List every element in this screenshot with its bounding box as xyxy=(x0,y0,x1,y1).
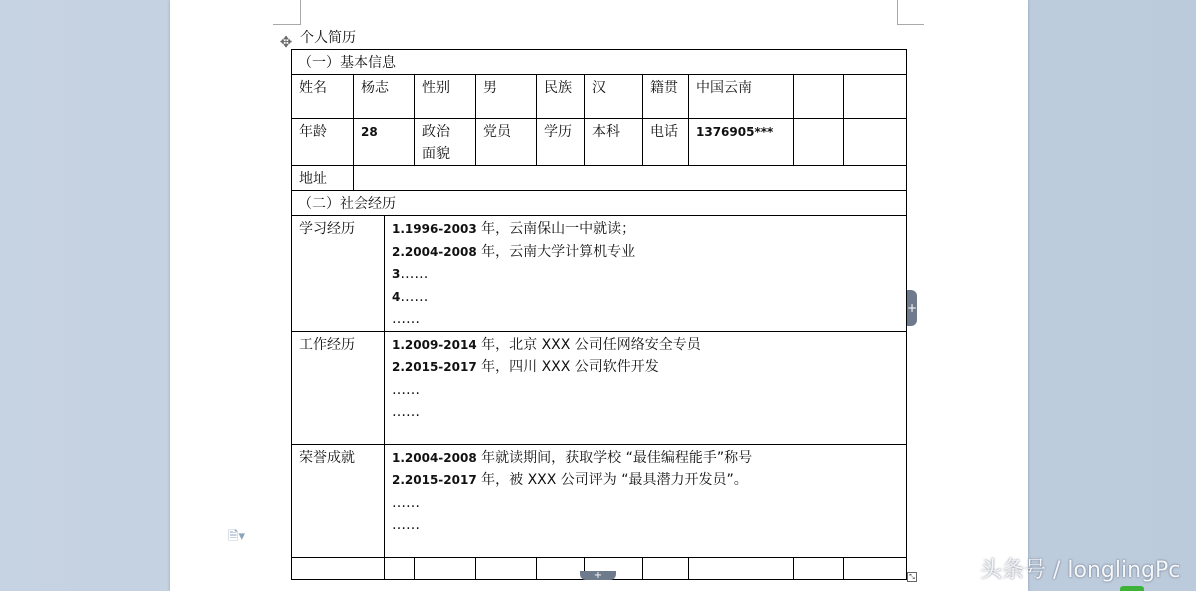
line-number: 1.2009-2014 xyxy=(392,337,477,352)
list-item xyxy=(392,469,906,492)
section-row xyxy=(292,191,907,216)
table-move-handle-icon[interactable]: ✥ xyxy=(279,33,293,51)
table-row xyxy=(292,444,907,557)
table-row xyxy=(292,75,907,119)
list-item xyxy=(392,334,906,357)
list-item xyxy=(392,308,906,331)
list-item xyxy=(392,401,906,424)
table-cell[interactable] xyxy=(794,557,844,579)
list-item xyxy=(392,263,906,286)
list-item xyxy=(392,218,906,241)
table-cell[interactable] xyxy=(689,557,794,579)
line-number: 1.2004-2008 xyxy=(392,450,477,465)
table-cell[interactable] xyxy=(794,75,844,119)
document-title[interactable]: 个人简历 xyxy=(300,30,356,46)
work-label[interactable]: 工作经历 xyxy=(292,331,385,444)
line-number: 2.2015-2017 xyxy=(392,473,477,487)
line-text: …… xyxy=(392,404,420,420)
table-cell[interactable] xyxy=(643,557,689,579)
line-number: 1.1996-2003 xyxy=(392,222,477,236)
section-heading-social[interactable]: （二）社会经历 xyxy=(292,191,907,216)
table-cell[interactable]: 男 xyxy=(476,75,537,119)
table-row xyxy=(292,166,907,191)
paste-options-icon[interactable]: 🗎▾ xyxy=(228,529,245,544)
table-cell[interactable] xyxy=(794,119,844,166)
line-text: …… xyxy=(392,311,420,327)
table-cell[interactable] xyxy=(292,557,385,579)
list-item xyxy=(392,356,906,379)
line-text: …… xyxy=(400,288,429,305)
table-row xyxy=(292,119,907,166)
section-row xyxy=(292,50,907,75)
table-cell[interactable] xyxy=(385,557,415,579)
list-item xyxy=(392,447,906,470)
table-cell[interactable] xyxy=(415,557,476,579)
table-cell[interactable] xyxy=(844,119,907,166)
study-content[interactable] xyxy=(385,216,907,332)
honors-content[interactable] xyxy=(385,444,907,557)
table-cell[interactable] xyxy=(354,119,415,166)
crop-mark-top-left xyxy=(273,0,301,25)
watermark-text: 头条号 / longlingPc xyxy=(980,558,1181,583)
table-cell[interactable]: 电话 xyxy=(643,119,689,166)
line-text: 年，四川 XXX 公司软件开发 xyxy=(476,359,659,375)
list-item xyxy=(392,286,906,309)
table-row xyxy=(292,331,907,444)
study-label[interactable]: 学习经历 xyxy=(292,216,385,332)
section-heading-basic[interactable]: （一）基本信息 xyxy=(292,50,907,75)
line-text: 年，被 XXX 公司评为 “最具潜力开发员”。 xyxy=(476,472,748,488)
line-text: …… xyxy=(400,266,429,282)
line-number: 2.2004-2008 xyxy=(392,244,477,259)
table-cell[interactable] xyxy=(537,557,585,579)
list-item xyxy=(392,514,906,537)
add-column-button[interactable]: + xyxy=(580,571,616,580)
table-row xyxy=(292,216,907,332)
line-text: …… xyxy=(392,517,420,533)
table-cell[interactable]: 姓名 xyxy=(292,75,354,119)
honors-label[interactable]: 荣誉成就 xyxy=(292,444,385,557)
table-cell[interactable]: 籍贯 xyxy=(643,75,689,119)
table-cell[interactable]: 民族 xyxy=(537,75,585,119)
table-cell[interactable] xyxy=(844,75,907,119)
line-text: …… xyxy=(392,494,420,511)
line-text: 年，云南保山一中就读； xyxy=(476,221,636,237)
table-cell[interactable]: 政治 面貌 xyxy=(415,119,476,166)
table-cell[interactable]: 杨志 xyxy=(354,75,415,119)
phone-value: 1376905*** xyxy=(696,125,774,139)
list-item xyxy=(392,241,906,264)
table-cell[interactable] xyxy=(476,557,537,579)
table-cell[interactable]: 党员 xyxy=(476,119,537,166)
table-cell[interactable] xyxy=(689,119,794,166)
line-number: 3 xyxy=(392,267,401,281)
table-cell[interactable]: 中国云南 xyxy=(689,75,794,119)
line-text: 年，北京 XXX 公司任网络安全专员 xyxy=(476,336,701,353)
status-indicator xyxy=(1120,586,1144,591)
age-value: 28 xyxy=(361,125,378,139)
table-cell[interactable]: 汉 xyxy=(585,75,643,119)
line-number: 4 xyxy=(392,289,401,304)
table-cell[interactable]: 性别 xyxy=(415,75,476,119)
line-text: 年就读期间，获取学校 “最佳编程能手”称号 xyxy=(476,449,753,466)
document-page xyxy=(170,0,1028,591)
list-item xyxy=(392,492,906,515)
resume-table xyxy=(291,49,907,580)
table-cell[interactable]: 年龄 xyxy=(292,119,354,166)
line-number: 2.2015-2017 xyxy=(392,360,477,374)
list-item xyxy=(392,379,906,402)
crop-mark-top-right xyxy=(897,0,924,25)
table-cell[interactable]: 本科 xyxy=(585,119,643,166)
line-text: …… xyxy=(392,381,420,398)
address-label[interactable]: 地址 xyxy=(292,166,354,191)
table-cell[interactable] xyxy=(844,557,907,579)
line-text: 年，云南大学计算机专业 xyxy=(476,243,636,260)
work-content[interactable] xyxy=(385,331,907,444)
table-resize-icon[interactable]: ⤡ xyxy=(907,572,917,582)
table-cell[interactable]: 学历 xyxy=(537,119,585,166)
address-value[interactable] xyxy=(354,166,907,191)
add-row-button[interactable]: + xyxy=(907,290,917,326)
